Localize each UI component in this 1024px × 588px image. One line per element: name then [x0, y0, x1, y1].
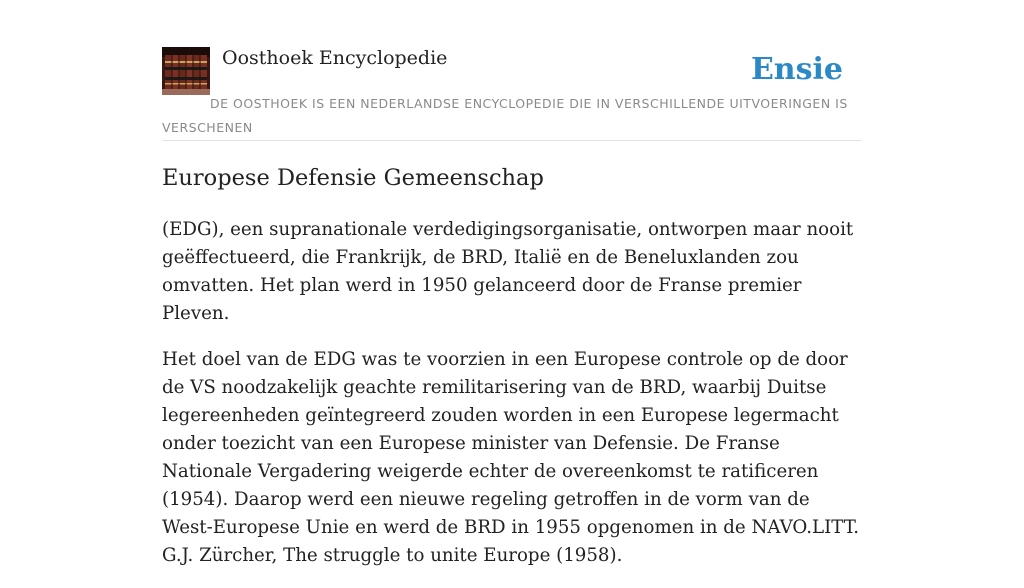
source-title[interactable]: Oosthoek Encyclopedie — [222, 47, 448, 69]
brand-logo[interactable]: Ensie — [750, 52, 843, 87]
article-paragraph-2: Het doel van de EDG was te voorzien in een Europese controle op de door de VS noodzakelijk geachte remilitarisering van de BRD, waarbij Duitse legereenheden geïntegreerd zouden worden in een Europese legermacht onder toezicht van een Europese minister van Defensie. De Franse Nationale Vergadering weigerde echter de overeenkomst te ratificeren (1954). Daarop werd een nieuwe regeling getroffen in de vorm van de West-Europese Unie en werd de BRD in 1955 opgenomen in de NAVO.LITT. G.J. Zürcher, The struggle to unite Europe (1958). — [162, 349, 859, 566]
article-paragraph-1: (EDG), een supranationale verdedigingsorganisatie, ontworpen maar nooit geëffectueerd, die Frankrijk, de BRD, Italië en de Beneluxlanden zou omvatten. Het plan werd in 1950 gelanceerd door de Franse premier Pleven. — [162, 219, 854, 324]
source-header — [162, 46, 862, 141]
article-body — [162, 216, 862, 588]
encyclopedia-books-icon[interactable] — [162, 47, 210, 95]
source-description: DE OOSTHOEK IS EEN NEDERLANDSE ENCYCLOPEDIE DIE IN VERSCHILLENDE UITVOERINGEN IS VERSCHENEN — [162, 96, 848, 135]
article-title: Europese Defensie Gemeenschap — [162, 165, 544, 191]
